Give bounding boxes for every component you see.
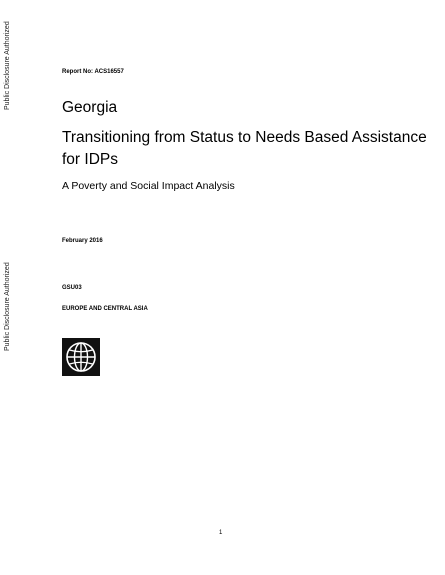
public-disclosure-label-top: Public Disclosure Authorized (4, 21, 11, 110)
region-name: EUROPE AND CENTRAL ASIA (62, 306, 148, 312)
report-number: Report No: ACS16557 (62, 69, 124, 75)
report-subtitle: A Poverty and Social Impact Analysis (62, 180, 235, 192)
page-number: 1 (219, 530, 223, 536)
report-date: February 2016 (62, 238, 103, 244)
report-title: Transitioning from Status to Needs Based Assistance for IDPs (62, 129, 427, 168)
world-bank-globe-icon (62, 338, 100, 376)
country-title: Georgia (62, 99, 118, 116)
public-disclosure-label-bottom: Public Disclosure Authorized (4, 262, 11, 351)
unit-code: GSU03 (62, 285, 82, 291)
